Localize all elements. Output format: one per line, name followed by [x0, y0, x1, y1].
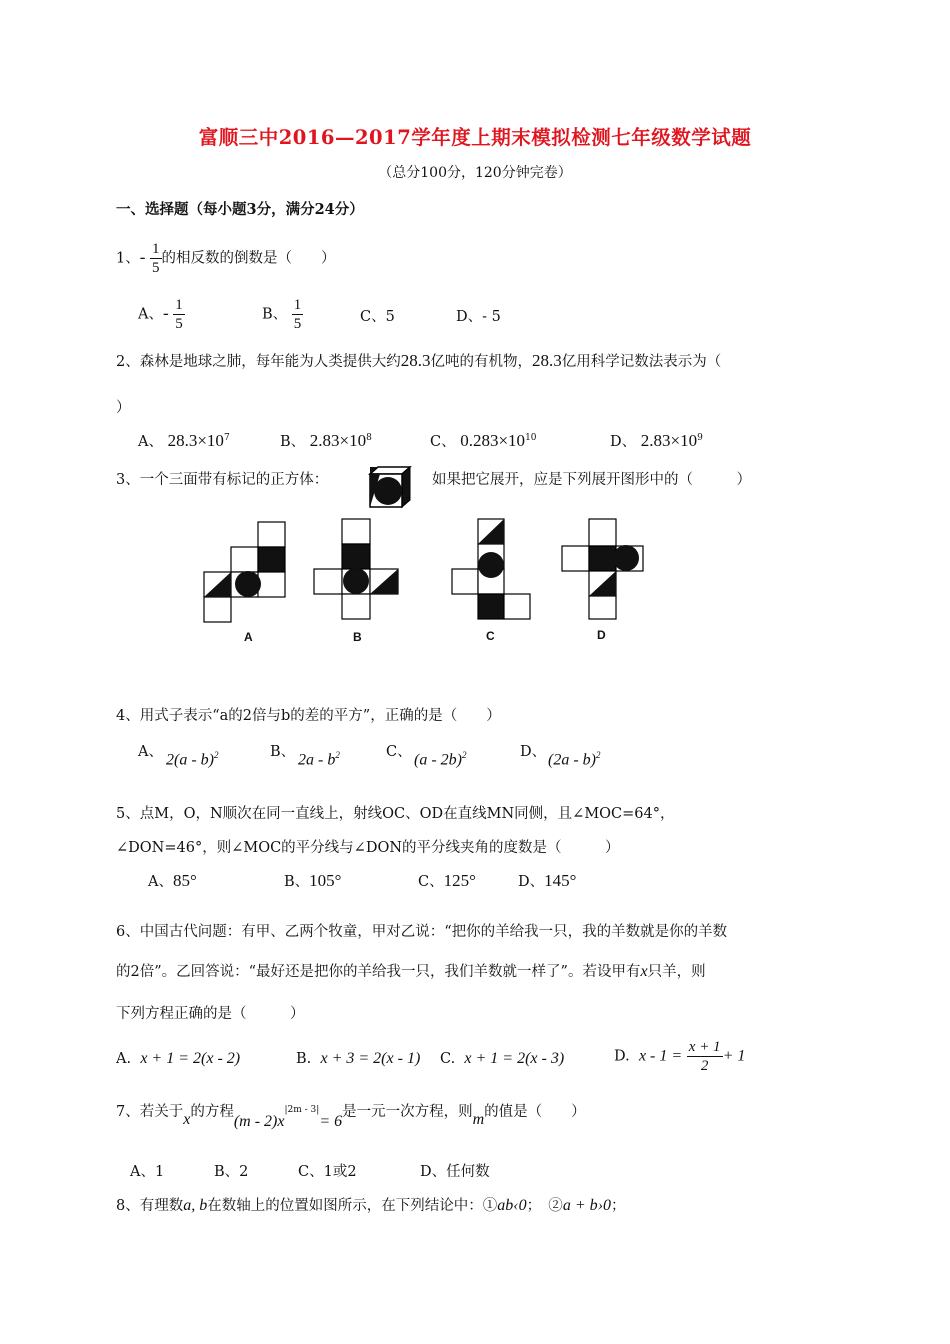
question-6-line-1: 6、中国古代问题：有甲、乙两个牧童，甲对乙说：“把你的羊给我一只，我的羊数就是你的羊数	[116, 924, 728, 940]
section-heading: 一、选择题（每小题3分，满分24分）	[116, 201, 364, 218]
question-2-line-1: 2、森林是地球之肺，每年能为人类提供大约28.3亿吨的有机物，28.3亿用科学记数法表示为（	[116, 351, 722, 370]
q2-option-d[interactable]: D、 $2.83\times 10^9$	[610, 431, 703, 450]
q5-option-b[interactable]: B、105°	[284, 871, 342, 890]
cube-figure	[368, 466, 412, 508]
question-4-text: 4、用式子表示“a的2倍与b的差的平方”，正确的是（ ）	[116, 708, 501, 724]
question-2-line-2: ）	[116, 400, 131, 416]
q6-option-b[interactable]: B. x + 3 = 2(x - 1)	[296, 1050, 421, 1067]
question-1-fraction: $\frac{1}{5}$	[152, 241, 160, 276]
net-b	[314, 519, 398, 623]
q4-option-c[interactable]: (a - 2b)$^2$	[414, 750, 467, 769]
q2-option-a[interactable]: A、 $28.3\times 10^7$	[138, 431, 230, 450]
q6-option-a[interactable]: A. x + 1 = 2(x - 2)	[116, 1050, 241, 1067]
q7-option-c[interactable]: C、1或2	[298, 1164, 357, 1180]
net-d-label: D	[597, 628, 606, 642]
q4-option-a[interactable]: 2(a - b)$^2$	[166, 750, 219, 769]
net-a-label: A	[244, 630, 253, 644]
q6-option-d[interactable]: D. x - 1 = $\frac{x + 1}{2}$ + 1	[614, 1039, 746, 1074]
net-c	[452, 519, 532, 623]
q7-option-d[interactable]: D、任何数	[420, 1164, 490, 1180]
q4-option-d-label: D、	[520, 744, 547, 760]
q4-option-b[interactable]: $2a - b^2$	[298, 750, 340, 769]
question-3-text-a: 3、一个三面带有标记的正方体：	[116, 472, 329, 488]
net-c-label: C	[486, 629, 495, 643]
question-1-number: 1、	[116, 250, 140, 267]
q2-option-c[interactable]: C、 $0.283\times 10^{10}$	[430, 431, 537, 450]
q4-option-d[interactable]: (2a - b)$^2$	[548, 750, 601, 769]
q4-option-a-label: A、	[138, 744, 163, 760]
q4-option-b-label: B、	[270, 744, 296, 760]
q7-option-a[interactable]: A、1	[130, 1164, 165, 1180]
q1-option-c[interactable]: C、5	[360, 309, 395, 325]
q1-option-b[interactable]: B、 $\frac{1}{5}$	[262, 297, 302, 332]
question-1-text: 的相反数的倒数是（ ）	[161, 250, 336, 267]
question-7: 7、若关于x的方程$(m - 2)x^{|2m - 3|}= 6$是一元一次方程，则m的值是（ ）	[116, 1104, 586, 1130]
question-5-line-1: 5、点M，O，N顺次在同一直线上，射线OC、OD在直线MN同侧，且∠MOC=64°，	[116, 806, 675, 822]
q7-option-b[interactable]: B、2	[214, 1164, 249, 1180]
question-1	[116, 240, 336, 277]
question-6-line-2: 的2倍”。乙回答说：“最好还是把你的羊给我一只，我们羊数就一样了”。若设甲有x只羊，则	[116, 963, 706, 980]
question-5-line-2: ∠DON=46°，则∠MOC的平分线与∠DON的平分线夹角的度数是（ ）	[116, 840, 620, 856]
q5-option-c[interactable]: C、125°	[418, 871, 476, 890]
q1-option-a[interactable]: A、- $\frac{1}{5}$	[138, 297, 183, 332]
net-b-label: B	[353, 630, 362, 644]
question-3-text-b: 如果把它展开，应是下列展开图形中的（ ）	[432, 472, 751, 488]
question-6-line-3: 下列方程正确的是（ ）	[116, 1006, 305, 1022]
question-1-sign: -	[139, 247, 146, 267]
q5-option-a[interactable]: A、85°	[148, 871, 197, 890]
q6-option-c[interactable]: C. x + 1 = 2(x - 3)	[440, 1050, 565, 1067]
net-d	[562, 519, 644, 623]
net-a	[204, 522, 286, 624]
page-title: 富顺三中2016—2017学年度上期末模拟检测七年级数学试题	[198, 126, 752, 149]
q5-option-d[interactable]: D、145°	[518, 871, 577, 890]
q2-option-b[interactable]: B、 $2.83\times 10^8$	[280, 431, 372, 450]
page-subtitle: （总分100分，120分钟完卷）	[378, 165, 572, 181]
q1-option-d[interactable]: D、- 5	[456, 309, 501, 325]
question-8: 8、有理数a, b在数轴上的位置如图所示，在下列结论中：①ab‹0； ②a + b›0；	[116, 1197, 626, 1214]
q4-option-c-label: C、	[386, 744, 412, 760]
